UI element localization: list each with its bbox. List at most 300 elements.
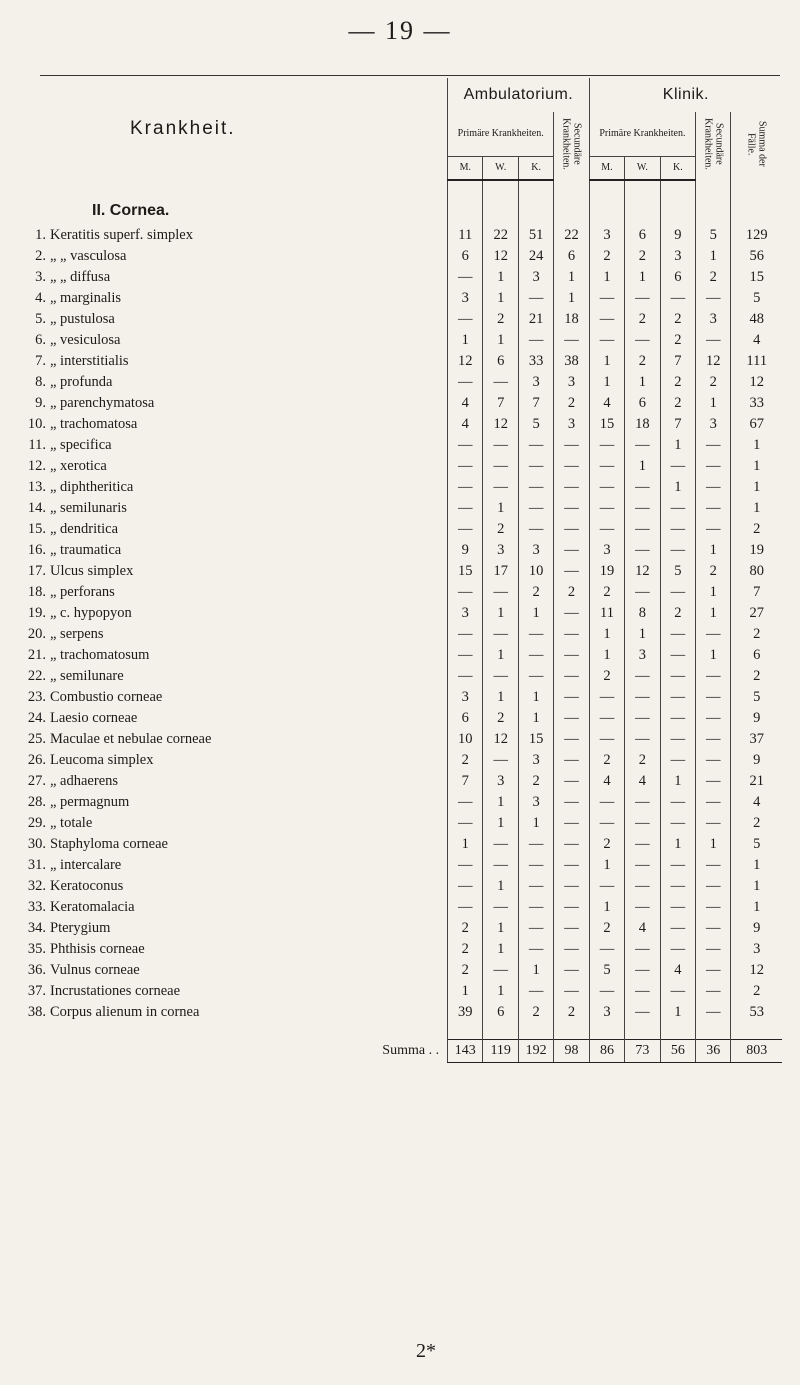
value-cell: —	[625, 981, 660, 1002]
value-cell: 21	[518, 309, 553, 330]
value-cell: 12	[731, 960, 782, 981]
disease-name: „ pustulosa	[50, 311, 115, 327]
value-cell: 1	[731, 897, 782, 918]
value-cell: —	[625, 519, 660, 540]
table-row	[18, 729, 782, 750]
disease-name-cell	[18, 876, 448, 897]
value-cell: 1	[483, 918, 518, 939]
value-cell: 1	[483, 645, 518, 666]
row-number: 32.	[27, 878, 46, 894]
disease-name: Combustio corneae	[50, 689, 163, 705]
table-row	[18, 855, 782, 876]
value-cell: —	[589, 708, 624, 729]
value-cell: 1	[589, 267, 624, 288]
value-cell: 12	[483, 246, 518, 267]
value-cell: 10	[518, 561, 553, 582]
value-cell: —	[660, 729, 695, 750]
value-cell: 9	[448, 540, 483, 561]
disease-name-cell	[18, 288, 448, 309]
value-cell: 37	[731, 729, 782, 750]
value-cell: 12	[731, 372, 782, 393]
value-cell: 2	[448, 918, 483, 939]
value-cell: —	[696, 771, 731, 792]
value-cell: 21	[731, 771, 782, 792]
disease-column-header: Krankheit.	[130, 118, 236, 139]
value-cell: 18	[554, 309, 589, 330]
value-cell: —	[589, 876, 624, 897]
value-cell: —	[589, 813, 624, 834]
row-number: 22.	[27, 668, 46, 684]
value-cell: —	[660, 666, 695, 687]
table-row	[18, 561, 782, 582]
total-cell: 86	[589, 1040, 624, 1063]
value-cell: 6	[625, 393, 660, 414]
value-cell: —	[625, 960, 660, 981]
disease-name: „ semilunare	[50, 668, 124, 684]
value-cell: 1	[483, 981, 518, 1002]
value-cell: 1	[696, 246, 731, 267]
value-cell: —	[483, 897, 518, 918]
value-cell: —	[554, 981, 589, 1002]
value-cell: 22	[483, 225, 518, 246]
total-cell: 143	[448, 1040, 483, 1063]
value-cell: —	[696, 981, 731, 1002]
table-row	[18, 267, 782, 288]
value-cell: 1	[660, 1002, 695, 1023]
value-cell: —	[518, 498, 553, 519]
value-cell: 3	[448, 288, 483, 309]
value-cell: —	[518, 456, 553, 477]
value-cell: 39	[448, 1002, 483, 1023]
value-cell: 18	[625, 414, 660, 435]
value-cell: —	[483, 960, 518, 981]
row-number: 14.	[27, 500, 46, 516]
value-cell: 51	[518, 225, 553, 246]
klinik-header: Klinik.	[589, 78, 782, 112]
value-cell: —	[554, 897, 589, 918]
disease-name: „ totale	[50, 815, 93, 831]
row-number: 30.	[27, 836, 46, 852]
disease-name: „ „ diffusa	[50, 269, 111, 285]
signature-mark: 2*	[416, 1340, 436, 1362]
value-cell: —	[625, 330, 660, 351]
statistics-table-container	[18, 78, 782, 1063]
value-cell: 3	[554, 414, 589, 435]
disease-name-cell	[18, 960, 448, 981]
disease-name-cell	[18, 540, 448, 561]
value-cell: 5	[660, 561, 695, 582]
row-number: 11.	[28, 437, 46, 453]
row-number: 9.	[35, 395, 46, 411]
value-cell: —	[448, 267, 483, 288]
value-cell: —	[518, 834, 553, 855]
value-cell: 1	[589, 351, 624, 372]
value-cell: 48	[731, 309, 782, 330]
disease-name: „ diphtheritica	[50, 479, 134, 495]
value-cell: —	[696, 960, 731, 981]
value-cell: 5	[696, 225, 731, 246]
value-cell: 1	[518, 813, 553, 834]
value-cell: 12	[448, 351, 483, 372]
table-row	[18, 309, 782, 330]
value-cell: —	[660, 288, 695, 309]
klinik-k-header: K.	[660, 157, 695, 181]
value-cell: —	[518, 897, 553, 918]
value-cell: —	[554, 855, 589, 876]
value-cell: 3	[448, 603, 483, 624]
value-cell: —	[625, 687, 660, 708]
value-cell: —	[518, 939, 553, 960]
value-cell: 2	[625, 246, 660, 267]
value-cell: 3	[483, 771, 518, 792]
value-cell: —	[660, 876, 695, 897]
value-cell: —	[589, 309, 624, 330]
total-cell: 73	[625, 1040, 660, 1063]
value-cell: 3	[589, 540, 624, 561]
value-cell: —	[448, 666, 483, 687]
disease-name-cell	[18, 750, 448, 771]
value-cell: —	[554, 603, 589, 624]
value-cell: 67	[731, 414, 782, 435]
value-cell: 2	[660, 603, 695, 624]
value-cell: 3	[518, 750, 553, 771]
table-row	[18, 792, 782, 813]
table-row	[18, 918, 782, 939]
value-cell: —	[696, 519, 731, 540]
value-cell: —	[518, 666, 553, 687]
value-cell: —	[625, 813, 660, 834]
disease-name-cell	[18, 645, 448, 666]
value-cell: 2	[731, 519, 782, 540]
value-cell: 2	[554, 393, 589, 414]
value-cell: 6	[483, 351, 518, 372]
value-cell: 2	[448, 750, 483, 771]
disease-name-cell	[18, 603, 448, 624]
value-cell: —	[696, 876, 731, 897]
table-row	[18, 876, 782, 897]
value-cell: —	[483, 582, 518, 603]
table-row	[18, 414, 782, 435]
value-cell: 1	[483, 330, 518, 351]
disease-name: „ interstitialis	[50, 353, 129, 369]
disease-name: „ parenchymatosa	[50, 395, 155, 411]
klinik-secondary-header: Secundäre Krankheiten.	[696, 112, 731, 180]
value-cell: —	[660, 645, 695, 666]
value-cell: 1	[483, 813, 518, 834]
value-cell: 2	[696, 267, 731, 288]
value-cell: 9	[731, 750, 782, 771]
table-row	[18, 834, 782, 855]
disease-name-cell	[18, 1002, 448, 1023]
value-cell: —	[625, 729, 660, 750]
table-row	[18, 246, 782, 267]
disease-name: „ intercalare	[50, 857, 122, 873]
value-cell: —	[660, 813, 695, 834]
value-cell: 12	[696, 351, 731, 372]
value-cell: 3	[660, 246, 695, 267]
table-row	[18, 813, 782, 834]
value-cell: —	[625, 897, 660, 918]
value-cell: 56	[731, 246, 782, 267]
value-cell: 1	[589, 645, 624, 666]
total-cell: 803	[731, 1040, 782, 1063]
ambulatorium-header: Ambulatorium.	[448, 78, 590, 112]
disease-name-cell	[18, 582, 448, 603]
value-cell: 2	[448, 939, 483, 960]
summa-header: Summa der Fälle.	[731, 112, 782, 180]
value-cell: 1	[696, 645, 731, 666]
value-cell: —	[483, 624, 518, 645]
value-cell: —	[483, 372, 518, 393]
value-cell: 3	[518, 792, 553, 813]
value-cell: 1	[448, 834, 483, 855]
table-row	[18, 687, 782, 708]
value-cell: —	[518, 477, 553, 498]
row-number: 35.	[27, 941, 46, 957]
amb-m-header: M.	[448, 157, 483, 181]
table-row	[18, 540, 782, 561]
value-cell: 1	[589, 855, 624, 876]
table-row	[18, 981, 782, 1002]
value-cell: —	[554, 729, 589, 750]
value-cell: 27	[731, 603, 782, 624]
value-cell: 7	[483, 393, 518, 414]
disease-name-cell	[18, 225, 448, 246]
value-cell: —	[589, 477, 624, 498]
row-number: 4.	[35, 290, 46, 306]
value-cell: 129	[731, 225, 782, 246]
disease-name-cell	[18, 477, 448, 498]
value-cell: 1	[518, 708, 553, 729]
value-cell: —	[696, 750, 731, 771]
value-cell: —	[448, 897, 483, 918]
disease-name: „ trachomatosa	[50, 416, 138, 432]
disease-name: Maculae et nebulae corneae	[50, 731, 212, 747]
value-cell: —	[696, 477, 731, 498]
value-cell: —	[554, 519, 589, 540]
value-cell: —	[660, 540, 695, 561]
value-cell: 1	[660, 834, 695, 855]
value-cell: 3	[554, 372, 589, 393]
value-cell: 12	[625, 561, 660, 582]
value-cell: 11	[589, 603, 624, 624]
disease-name-cell	[18, 855, 448, 876]
disease-name-cell	[18, 624, 448, 645]
value-cell: 19	[731, 540, 782, 561]
value-cell: 1	[589, 372, 624, 393]
table-body	[18, 180, 782, 1040]
value-cell: 2	[731, 981, 782, 1002]
disease-name-cell	[18, 729, 448, 750]
value-cell: 17	[483, 561, 518, 582]
value-cell: —	[696, 624, 731, 645]
table-row	[18, 582, 782, 603]
value-cell: 2	[483, 309, 518, 330]
value-cell: —	[483, 855, 518, 876]
disease-name: Keratitis superf. simplex	[50, 227, 193, 243]
value-cell: 9	[731, 918, 782, 939]
value-cell: 1	[483, 792, 518, 813]
value-cell: —	[660, 456, 695, 477]
row-number: 3.	[35, 269, 46, 285]
value-cell: —	[518, 876, 553, 897]
value-cell: 8	[625, 603, 660, 624]
value-cell: —	[518, 288, 553, 309]
value-cell: 2	[483, 519, 518, 540]
value-cell: —	[518, 624, 553, 645]
value-cell: 3	[518, 372, 553, 393]
table-row	[18, 666, 782, 687]
value-cell: 5	[731, 834, 782, 855]
value-cell: 1	[554, 267, 589, 288]
value-cell: 5	[731, 687, 782, 708]
disease-name: Keratoconus	[50, 878, 124, 894]
value-cell: —	[554, 939, 589, 960]
value-cell: —	[589, 687, 624, 708]
value-cell: 2	[625, 351, 660, 372]
row-number: 5.	[35, 311, 46, 327]
disease-name: Keratomalacia	[50, 899, 135, 915]
value-cell: 1	[483, 687, 518, 708]
value-cell: 3	[589, 225, 624, 246]
row-number: 19.	[27, 605, 46, 621]
value-cell: 1	[696, 393, 731, 414]
value-cell: 2	[731, 813, 782, 834]
value-cell: —	[518, 645, 553, 666]
table-row	[18, 1002, 782, 1023]
disease-name: „ vesiculosa	[50, 332, 121, 348]
value-cell: —	[625, 540, 660, 561]
value-cell: 2	[518, 582, 553, 603]
value-cell: 3	[518, 540, 553, 561]
value-cell: 1	[483, 498, 518, 519]
value-cell: 1	[625, 267, 660, 288]
value-cell: 1	[625, 372, 660, 393]
value-cell: 4	[625, 771, 660, 792]
value-cell: —	[660, 939, 695, 960]
disease-name-cell	[18, 981, 448, 1002]
amb-primary-header: Primäre Krankheiten.	[448, 112, 554, 157]
value-cell: —	[625, 939, 660, 960]
row-number: 21.	[27, 647, 46, 663]
value-cell: 2	[660, 309, 695, 330]
value-cell: 2	[731, 666, 782, 687]
amb-w-header: W.	[483, 157, 518, 181]
value-cell: 2	[483, 708, 518, 729]
disease-name: „ marginalis	[50, 290, 122, 306]
value-cell: 2	[589, 750, 624, 771]
disease-name-cell	[18, 351, 448, 372]
value-cell: 1	[625, 456, 660, 477]
section-title: II. Cornea.	[92, 202, 170, 219]
value-cell: —	[696, 792, 731, 813]
disease-name: Phthisis corneae	[50, 941, 145, 957]
row-number: 10.	[27, 416, 46, 432]
disease-name: Vulnus corneae	[50, 962, 140, 978]
total-cell: 36	[696, 1040, 731, 1063]
value-cell: 6	[554, 246, 589, 267]
disease-name-cell	[18, 939, 448, 960]
value-cell: 1	[518, 960, 553, 981]
row-number: 2.	[35, 248, 46, 264]
value-cell: 9	[660, 225, 695, 246]
value-cell: —	[589, 330, 624, 351]
value-cell: —	[589, 729, 624, 750]
value-cell: —	[696, 1002, 731, 1023]
value-cell: 2	[589, 666, 624, 687]
disease-name-cell	[18, 792, 448, 813]
value-cell: —	[483, 666, 518, 687]
value-cell: —	[483, 456, 518, 477]
value-cell: 11	[448, 225, 483, 246]
value-cell: —	[625, 1002, 660, 1023]
value-cell: —	[518, 918, 553, 939]
total-cell: 98	[554, 1040, 589, 1063]
value-cell: 2	[589, 582, 624, 603]
disease-name-cell	[18, 708, 448, 729]
value-cell: —	[554, 792, 589, 813]
disease-name-cell	[18, 666, 448, 687]
value-cell: 15	[518, 729, 553, 750]
value-cell: —	[554, 561, 589, 582]
value-cell: —	[448, 435, 483, 456]
row-number: 20.	[27, 626, 46, 642]
klinik-m-header: M.	[589, 157, 624, 181]
totals-row	[18, 1040, 782, 1063]
value-cell: 3	[448, 687, 483, 708]
row-number: 16.	[27, 542, 46, 558]
value-cell: 9	[731, 708, 782, 729]
value-cell: —	[660, 582, 695, 603]
value-cell: —	[483, 834, 518, 855]
value-cell: 1	[731, 456, 782, 477]
value-cell: —	[448, 519, 483, 540]
value-cell: 7	[518, 393, 553, 414]
disease-name-cell	[18, 687, 448, 708]
value-cell: —	[696, 729, 731, 750]
value-cell: —	[589, 939, 624, 960]
value-cell: 5	[731, 288, 782, 309]
value-cell: —	[696, 897, 731, 918]
value-cell: —	[589, 498, 624, 519]
value-cell: 4	[589, 771, 624, 792]
value-cell: 33	[731, 393, 782, 414]
value-cell: 1	[660, 477, 695, 498]
table-row	[18, 519, 782, 540]
row-number: 25.	[27, 731, 46, 747]
value-cell: —	[518, 981, 553, 1002]
value-cell: —	[589, 456, 624, 477]
value-cell: —	[554, 498, 589, 519]
disease-name-cell	[18, 267, 448, 288]
value-cell: 2	[448, 960, 483, 981]
value-cell: —	[660, 855, 695, 876]
value-cell: —	[660, 624, 695, 645]
value-cell: —	[483, 435, 518, 456]
value-cell: 2	[696, 372, 731, 393]
value-cell: —	[448, 582, 483, 603]
value-cell: 5	[589, 960, 624, 981]
value-cell: 15	[589, 414, 624, 435]
value-cell: 2	[625, 309, 660, 330]
disease-name: Staphyloma corneae	[50, 836, 168, 852]
value-cell: —	[554, 750, 589, 771]
value-cell: —	[448, 309, 483, 330]
value-cell: 6	[660, 267, 695, 288]
disease-name: „ permagnum	[50, 794, 130, 810]
value-cell: 1	[660, 435, 695, 456]
value-cell: 19	[589, 561, 624, 582]
